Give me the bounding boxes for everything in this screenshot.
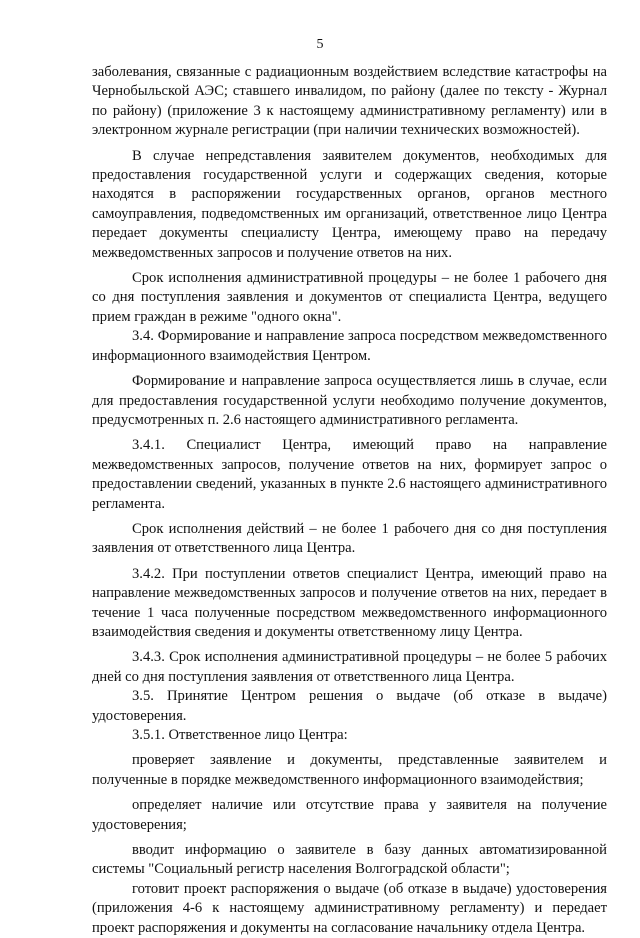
section-3-4-3: 3.4.3. Срок исполнения административной процедуры – не более 5 рабочих дней со дня поступления заявления от ответственного лица Центра. bbox=[92, 649, 607, 685]
duty-determine-right: определяет наличие или отсутствие права у заявителя на получение удостоверения; bbox=[92, 797, 607, 833]
section-3-4-1: 3.4.1. Специалист Центра, имеющий право на направление межведомственных запросов, получение ответов на них, формирует запрос о предоставлении сведений, указанных в пункте 2.6 настоящего административного регламента. bbox=[92, 437, 607, 512]
document-body bbox=[92, 63, 607, 938]
duty-enter-database: вводит информацию о заявителе в базу данных автоматизированной системы "Социальный регистр населения Волгоградской области"; bbox=[92, 842, 607, 878]
duty-check-documents: проверяет заявление и документы, представленные заявителем и полученные в порядке межведомственного информационного взаимодействия; bbox=[92, 752, 607, 788]
page-number: 5 bbox=[316, 37, 324, 52]
paragraph-procedure-deadline: Срок исполнения административной процедуры – не более 1 рабочего дня со дня поступления заявления и документов от специалиста Центра, ведущего прием граждан в режиме "одного окна". bbox=[92, 270, 607, 325]
section-3-5-1: 3.5.1. Ответственное лицо Центра: bbox=[132, 727, 348, 743]
paragraph-journal-continuation: заболевания, связанные с радиационным воздействием вследствие катастрофы на Чернобыльской АЭС; ставшего инвалидом, по району (далее по тексту - Журнал по району) (приложение 3 к настоящему административному регламенту) или в электронном журнале регистрации (при наличии технических возможностей). bbox=[92, 64, 607, 139]
section-3-4-2: 3.4.2. При поступлении ответов специалист Центра, имеющий право на направление межведомственных запросов и получение ответов на них, передает в течение 1 часа полученные посредством межведомственного информационного взаимодействия сведения и документы ответственному лицу Центра. bbox=[92, 565, 607, 640]
duty-prepare-order: готовит проект распоряжения о выдаче (об отказе в выдаче) удостоверения (приложения 4-6 к настоящему административному регламенту) и передает проект распоряжения и документы на согласование начальнику отдела Центра. bbox=[92, 880, 607, 936]
paragraph-action-deadline: Срок исполнения действий – не более 1 рабочего дня со дня поступления заявления от ответственного лица Центра. bbox=[92, 520, 607, 557]
section-3-4-heading: 3.4. Формирование и направление запроса посредством межведомственного информационного взаимодействия Центром. bbox=[92, 328, 607, 364]
paragraph-request-conditions: Формирование и направление запроса осуществляется лишь в случае, если для предоставления государственной услуги необходимо получение документов, предусмотренных п. 2.6 настоящего административного регламента. bbox=[92, 373, 607, 428]
paragraph-missing-documents: В случае непредставления заявителем документов, необходимых для предоставления государственной услуги и содержащих сведения, которые находятся в распоряжении государственных органов, органов местного самоуправления, подведомственных им организаций, ответственное лицо Центра передает документы специалисту Центра, имеющему право на передачу межведомственных запросов и получение ответов на них. bbox=[92, 147, 607, 261]
section-3-5-heading: 3.5. Принятие Центром решения о выдаче (об отказе в выдаче) удостоверения. bbox=[92, 688, 607, 724]
